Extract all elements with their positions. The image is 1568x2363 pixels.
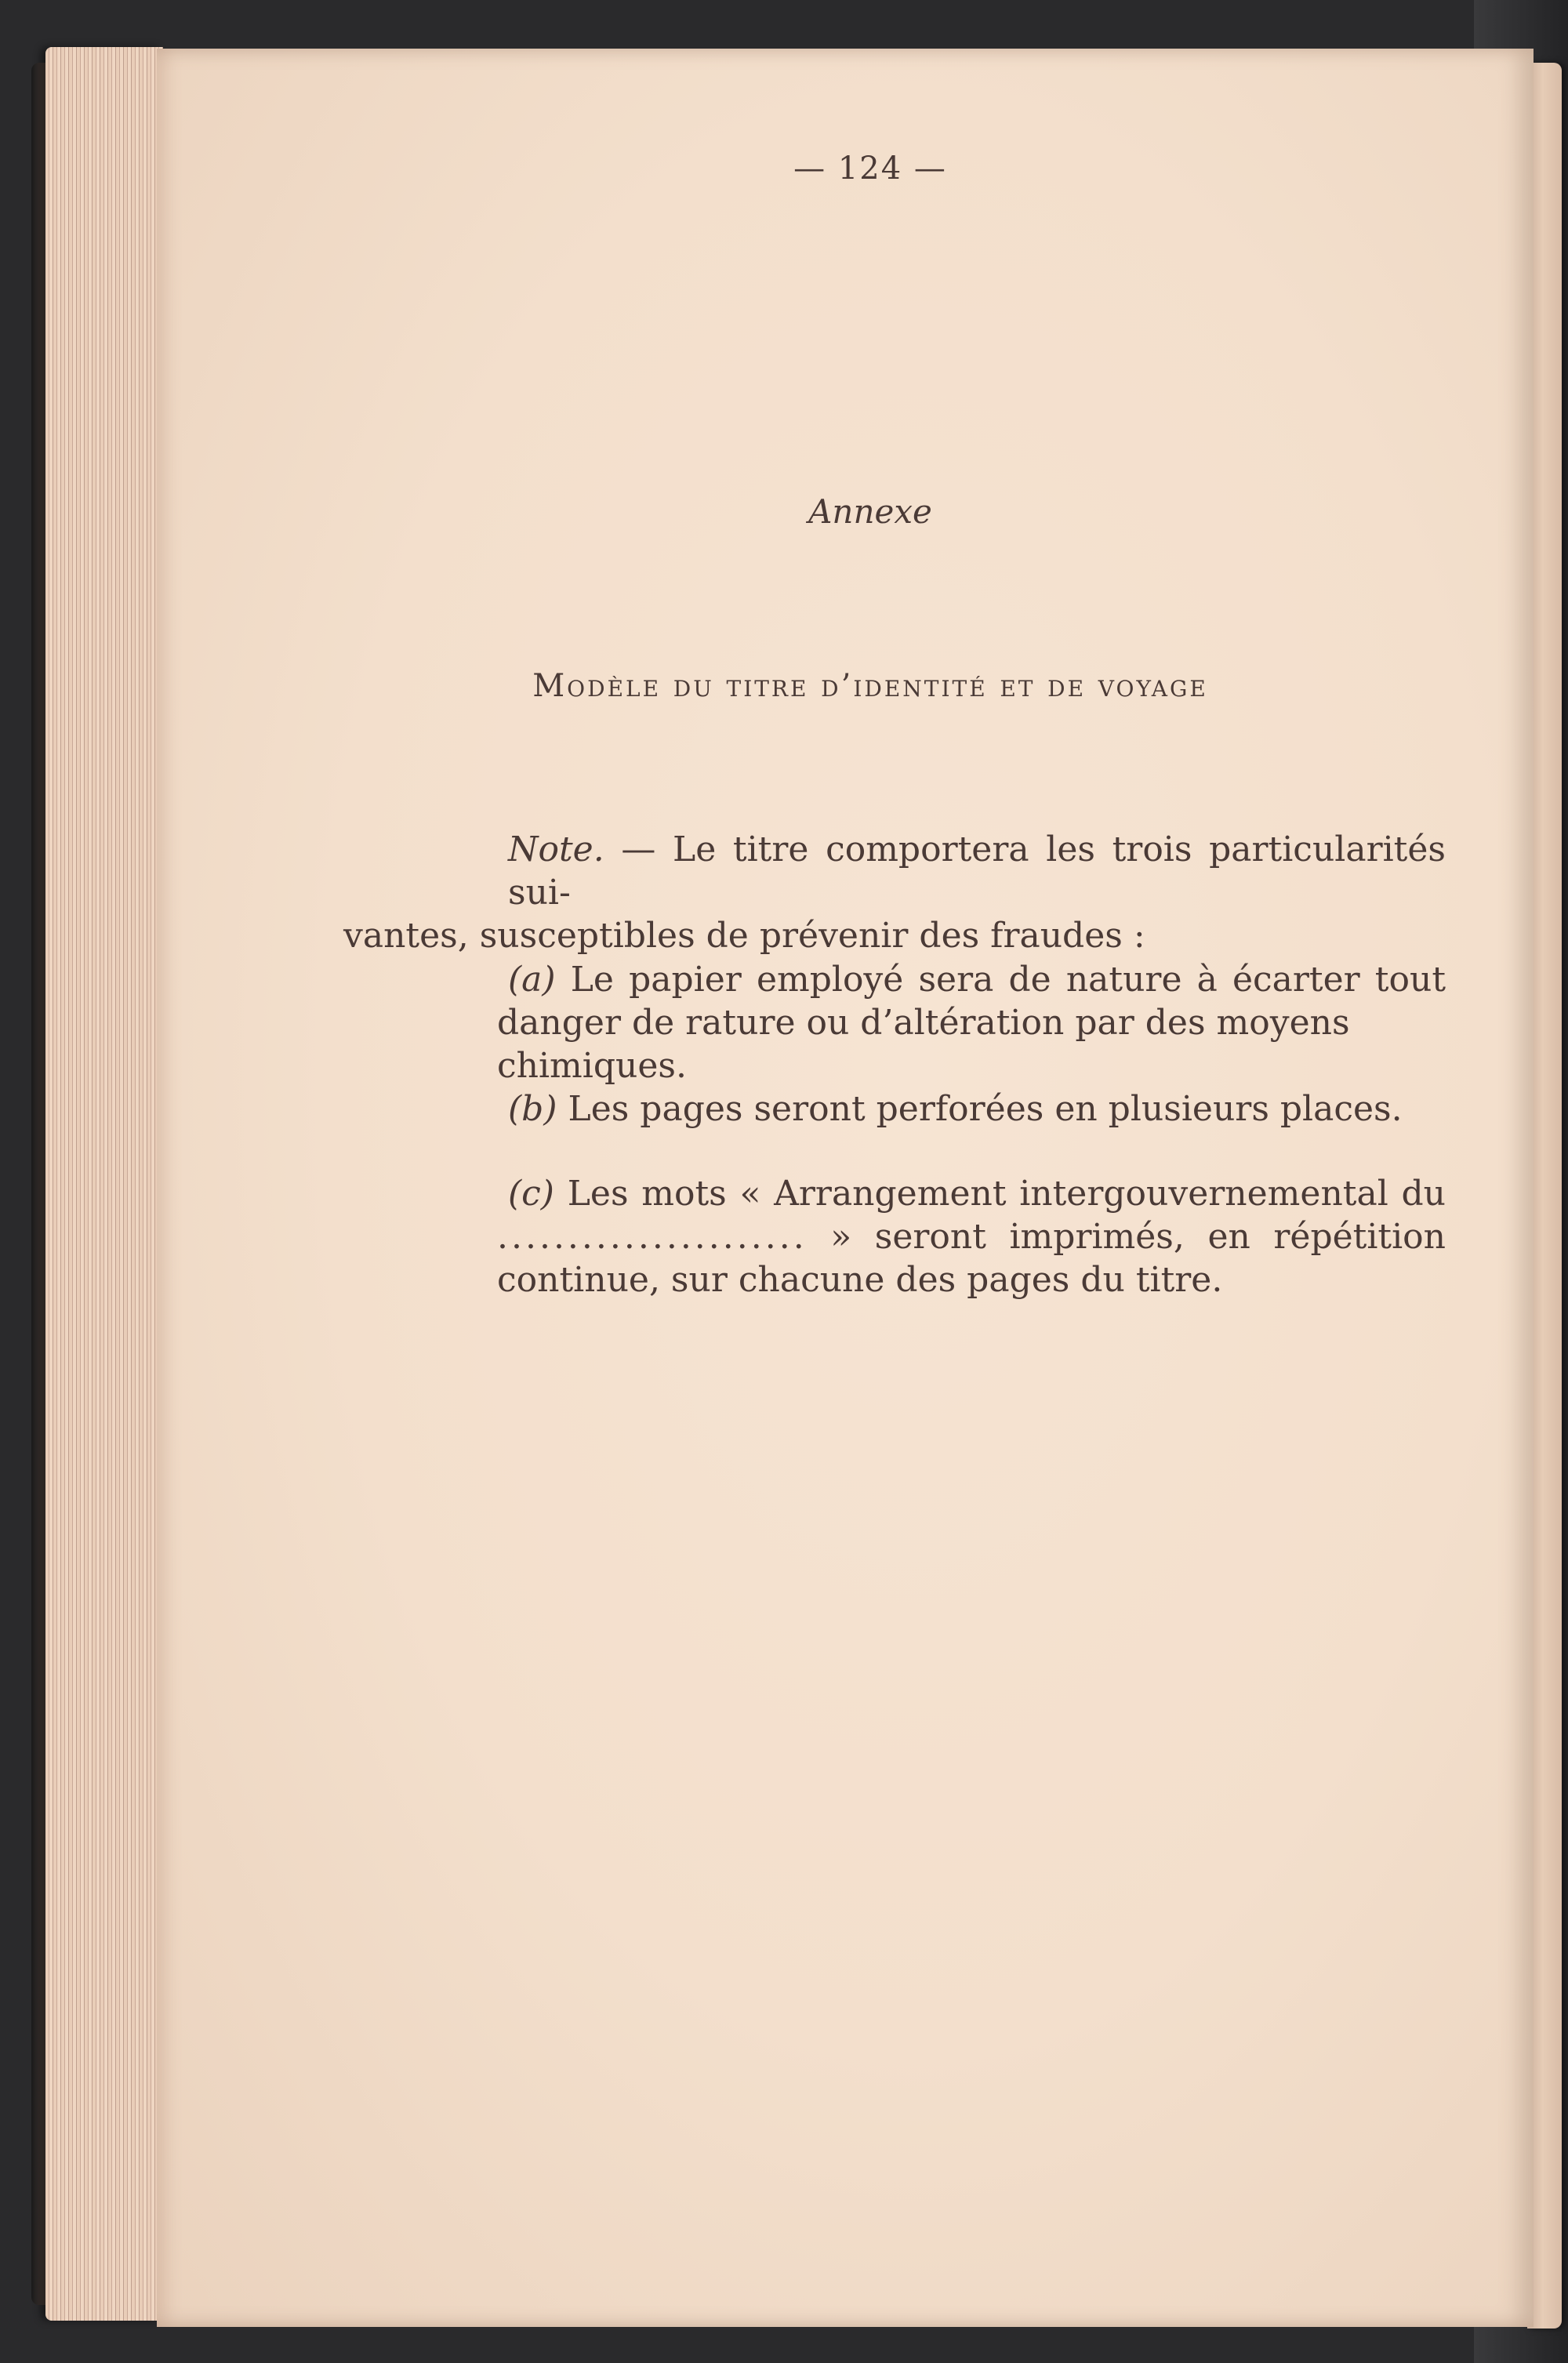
item-a-first-line-text: Le papier employé sera de nature à écarter tout	[555, 960, 1446, 1000]
item-c-dotted-blank: ......................	[497, 1217, 808, 1257]
book-page-edges	[45, 47, 163, 2321]
item-c-first-line-text: Les mots « Arrangement intergouvernemental du	[554, 1174, 1446, 1214]
item-a-second-line: danger de rature ou d’altération par des moyens chimiques.	[497, 1003, 1350, 1086]
item-a-letter: (a)	[508, 960, 556, 1000]
note-paragraph	[343, 828, 1446, 957]
model-title: Modèle du titre d’identité et de voyage	[532, 668, 1208, 704]
item-c-first-line	[343, 1172, 1446, 1215]
item-b-line	[343, 1087, 1446, 1131]
item-a-paragraph	[343, 958, 1446, 1087]
item-c-third-line: continue, sur chacune des pages du titre.	[497, 1260, 1223, 1300]
item-b-line-text: Les pages seront perforées en plusieurs places.	[557, 1089, 1403, 1129]
note-second-line: vantes, susceptibles de prévenir des fraudes :	[343, 916, 1145, 956]
item-c-second-line	[343, 1215, 1446, 1258]
item-b-letter: (b)	[508, 1089, 557, 1129]
item-a-first-line	[343, 958, 1446, 1001]
item-c-paragraph	[343, 1172, 1446, 1301]
page-number: — 124 —	[793, 151, 947, 187]
note-first-line-text: — Le titre comportera les trois particularités sui-	[508, 829, 1446, 913]
note-first-line	[343, 828, 1446, 914]
item-c-second-line-text: » seront imprimés, en répétition	[807, 1217, 1446, 1257]
item-c-letter: (c)	[508, 1174, 554, 1214]
item-b-paragraph	[343, 1087, 1446, 1131]
note-label: Note.	[508, 829, 604, 869]
annex-heading: Annexe	[808, 492, 932, 531]
